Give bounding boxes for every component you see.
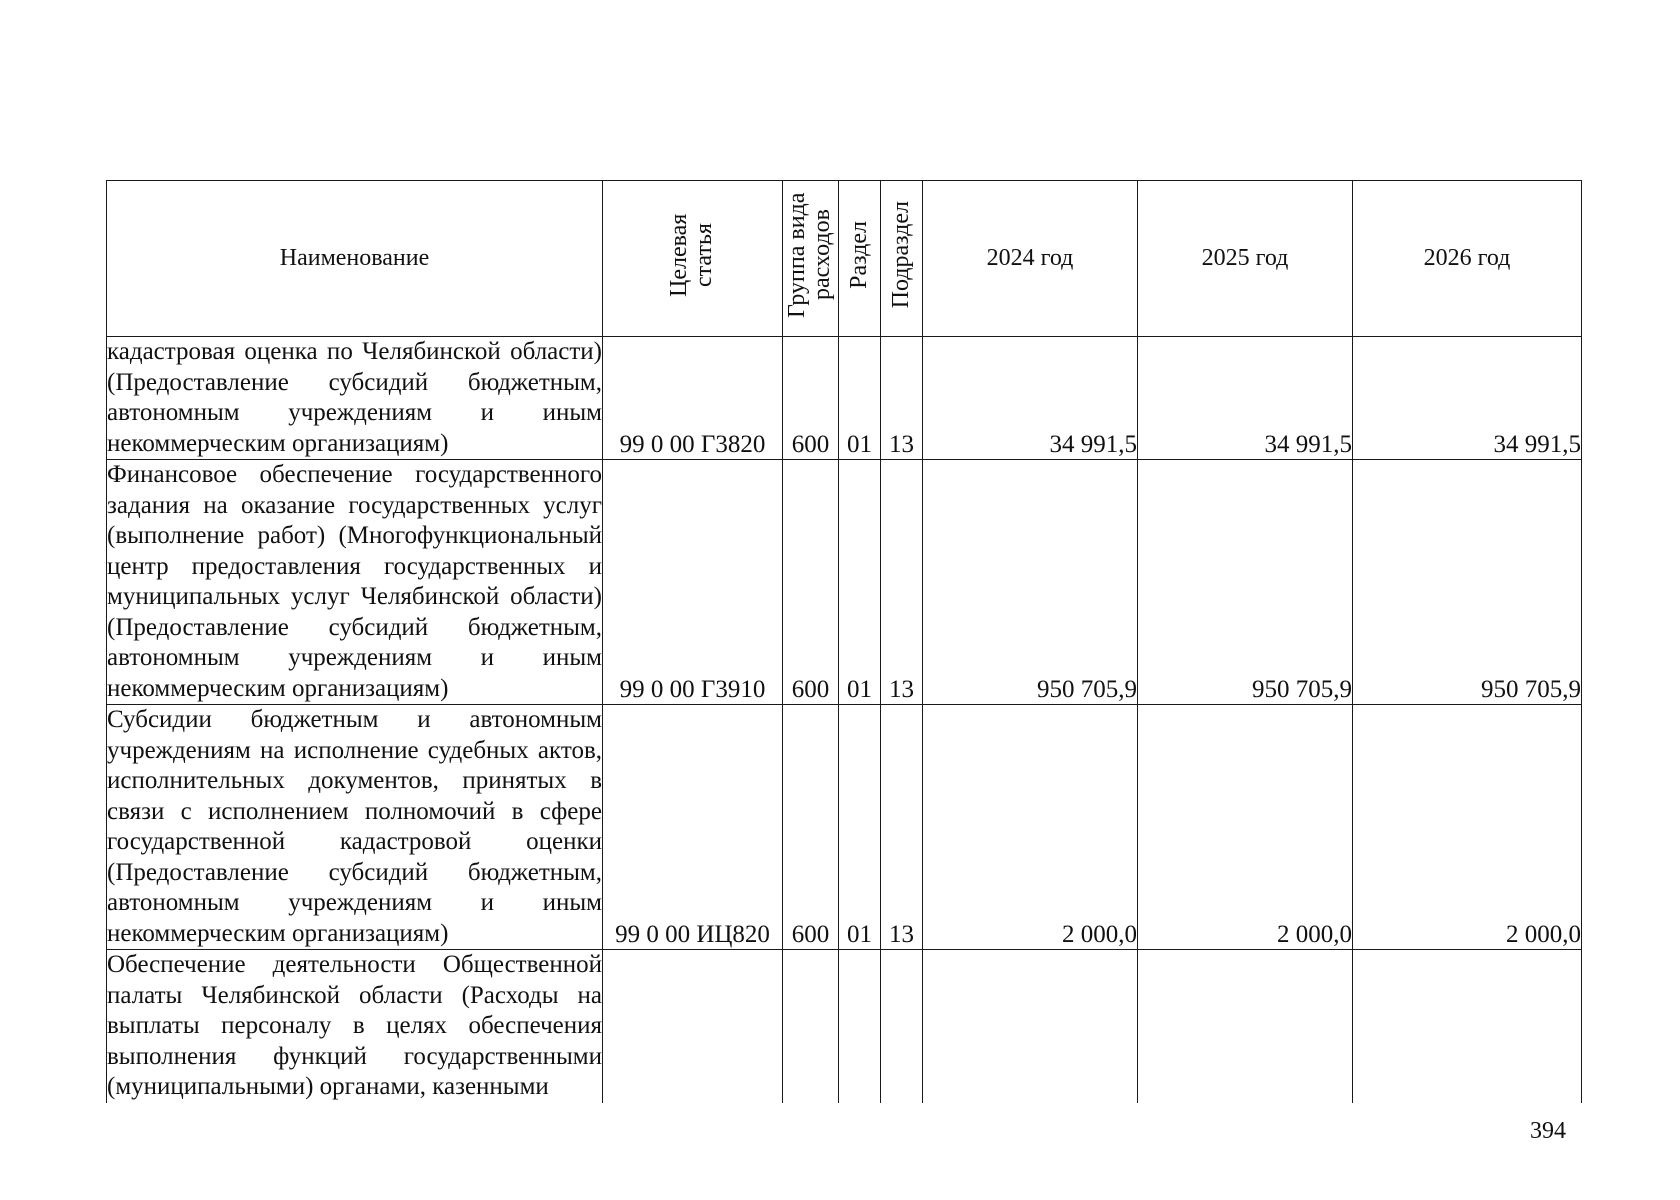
header-year-2025: 2025 год [1138, 181, 1353, 337]
row-amount-2024 [923, 950, 1138, 1103]
row-subsection [881, 950, 923, 1103]
row-name: Финансовое обеспечение государственного задания на оказание государственных услуг (выполнение работ) (Многофункциональный центр предоставления государственных и муниципальных услуг Челябинской области) (Предоставление субсидий бюджетным, автономным учреждениям и иным некоммерческим организациям) [107, 460, 603, 705]
header-name: Наименование [107, 181, 603, 337]
table-header-row [107, 181, 1582, 337]
header-section: Раздел [839, 181, 881, 337]
row-subsection: 13 [881, 705, 923, 950]
table-row [107, 705, 1582, 950]
header-subsection: Подраздел [881, 181, 923, 337]
row-target-article: 99 0 00 Г3910 [603, 460, 783, 705]
row-amount-2024: 950 705,9 [923, 460, 1138, 705]
row-amount-2026: 950 705,9 [1353, 460, 1582, 705]
row-section: 01 [839, 705, 881, 950]
row-name: кадастровая оценка по Челябинской области) (Предоставление субсидий бюджетным, автономным учреждениям и иным некоммерческим организациям) [107, 337, 603, 460]
row-amount-2026: 2 000,0 [1353, 705, 1582, 950]
table-row [107, 337, 1582, 460]
budget-table [106, 180, 1582, 1103]
row-amount-2025 [1138, 950, 1353, 1103]
row-subsection: 13 [881, 460, 923, 705]
row-expense-group [783, 950, 839, 1103]
row-name: Обеспечение деятельности Общественной палаты Челябинской области (Расходы на выплаты персоналу в целях обеспечения выполнения функций государственными (муниципальными) органами, казенными [107, 950, 603, 1103]
row-expense-group: 600 [783, 460, 839, 705]
row-amount-2025: 34 991,5 [1138, 337, 1353, 460]
header-expense-group: Группа вида расходов [783, 181, 839, 337]
row-amount-2026 [1353, 950, 1582, 1103]
row-amount-2024: 34 991,5 [923, 337, 1138, 460]
header-target-article: Целевая статья [603, 181, 783, 337]
row-section: 01 [839, 337, 881, 460]
row-amount-2026: 34 991,5 [1353, 337, 1582, 460]
row-amount-2025: 950 705,9 [1138, 460, 1353, 705]
row-section: 01 [839, 460, 881, 705]
row-expense-group: 600 [783, 705, 839, 950]
row-amount-2024: 2 000,0 [923, 705, 1138, 950]
row-expense-group: 600 [783, 337, 839, 460]
header-year-2026: 2026 год [1353, 181, 1582, 337]
row-target-article: 99 0 00 ИЦ820 [603, 705, 783, 950]
header-year-2024: 2024 год [923, 181, 1138, 337]
row-amount-2025: 2 000,0 [1138, 705, 1353, 950]
row-section [839, 950, 881, 1103]
page-number: 394 [1530, 1118, 1566, 1144]
row-target-article: 99 0 00 Г3820 [603, 337, 783, 460]
table-row [107, 950, 1582, 1103]
table-row [107, 460, 1582, 705]
row-name: Субсидии бюджетным и автономным учреждениям на исполнение судебных актов, исполнительных документов, принятых в связи с исполнением полномочий в сфере государственной кадастровой оценки (Предоставление субсидий бюджетным, автономным учреждениям и иным некоммерческим организациям) [107, 705, 603, 950]
row-subsection: 13 [881, 337, 923, 460]
row-target-article [603, 950, 783, 1103]
